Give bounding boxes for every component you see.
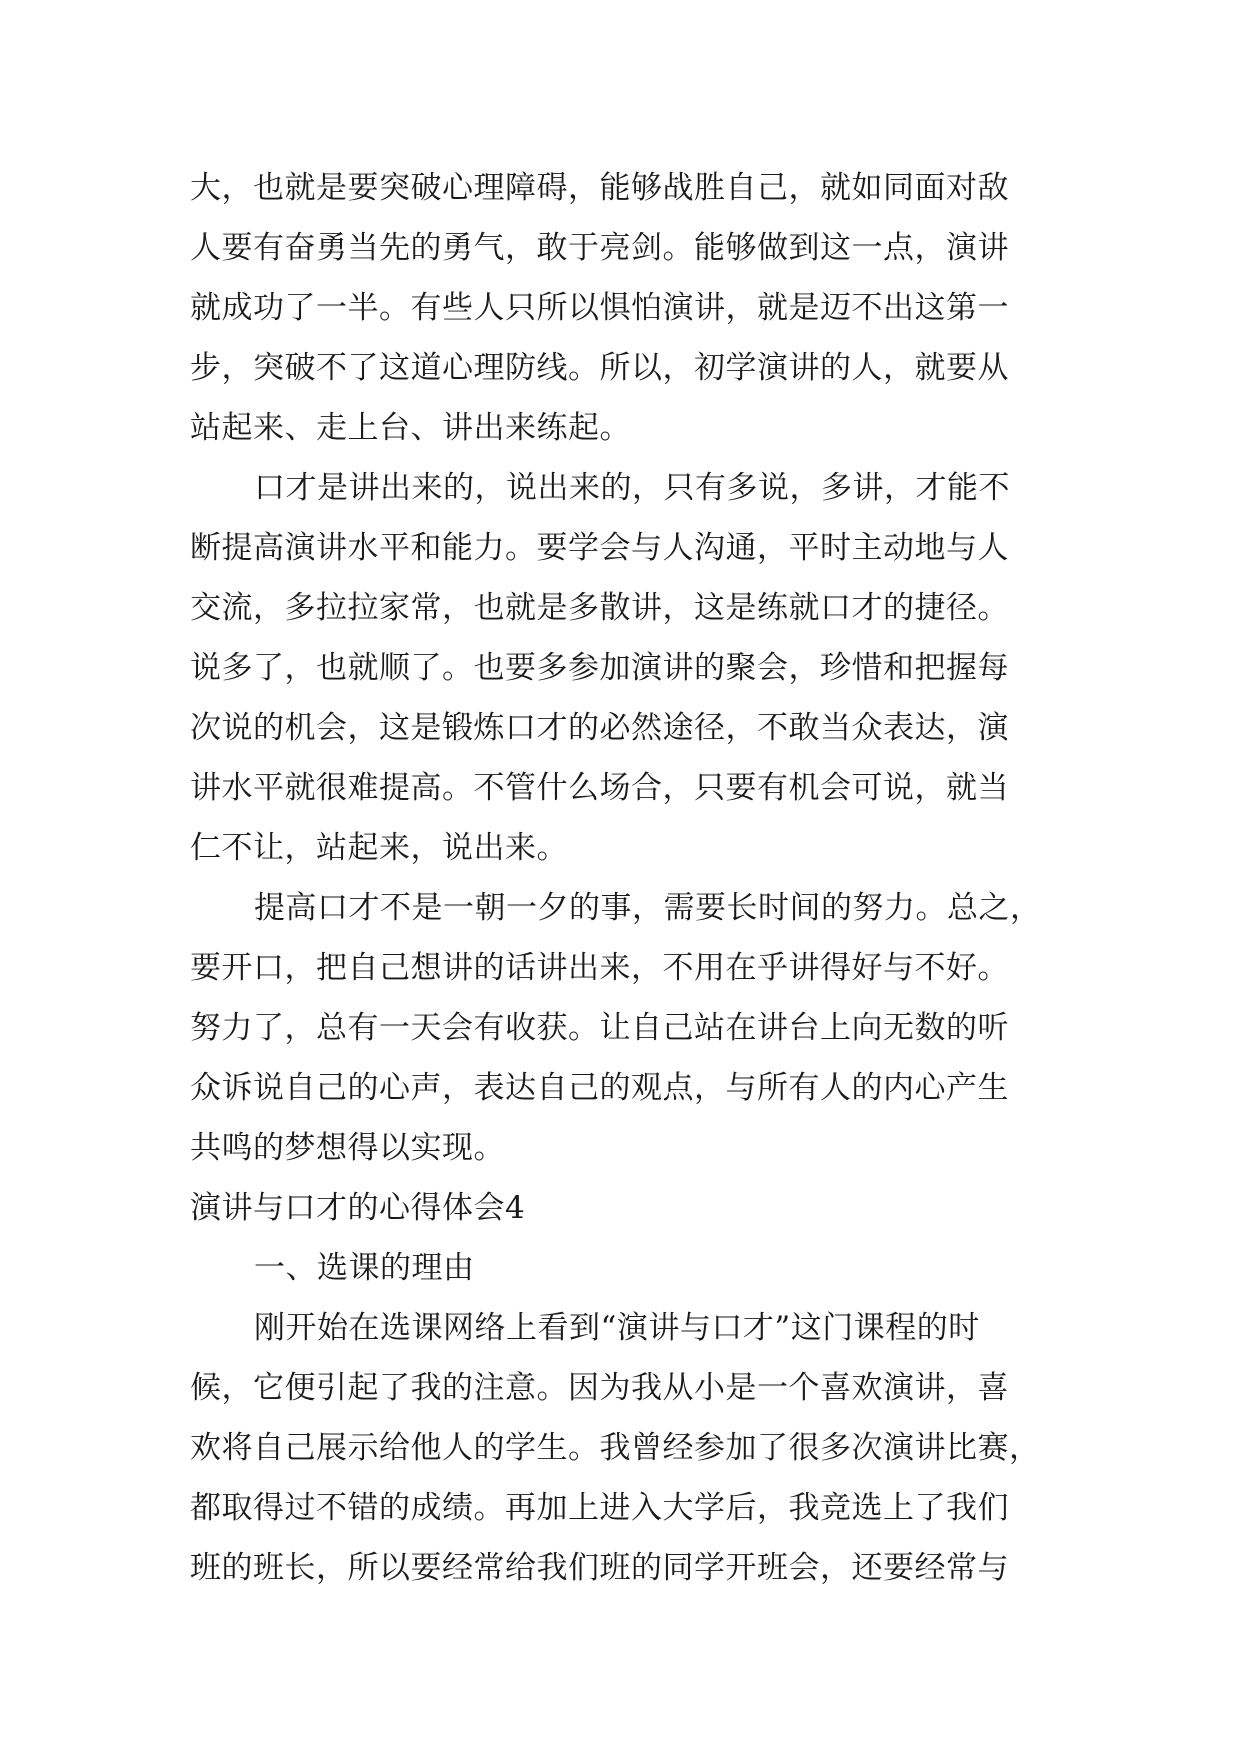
text-line: 人要有奋勇当先的勇气，敢于亮剑。能够做到这一点，演讲 <box>190 230 1009 266</box>
text-line: 次说的机会，这是锻炼口才的必然途径，不敢当众表达，演 <box>190 710 1009 746</box>
document-body <box>190 158 1060 1598</box>
text-line: 众诉说自己的心声，表达自己的观点，与所有人的内心产生 <box>190 1070 1009 1106</box>
text-line: 提高口才不是一朝一夕的事，需要长时间的努力。总之， <box>254 890 1042 926</box>
text-line: 要开口，把自己想讲的话讲出来，不用在乎讲得好与不好。 <box>190 950 1009 986</box>
text-line: 站起来、走上台、讲出来练起。 <box>190 410 631 446</box>
text-line: 说多了，也就顺了。也要多参加演讲的聚会，珍惜和把握每 <box>190 650 1009 686</box>
text-line: 步，突破不了这道心理防线。所以，初学演讲的人，就要从 <box>190 350 1009 386</box>
text-line: 努力了，总有一天会有收获。让自己站在讲台上向无数的听 <box>190 1010 1009 1046</box>
text-line: 仁不让，站起来，说出来。 <box>190 830 568 866</box>
text-line: 就成功了一半。有些人只所以惧怕演讲，就是迈不出这第一 <box>190 290 1009 326</box>
text-line: 讲水平就很难提高。不管什么场合，只要有机会可说，就当 <box>190 770 1009 806</box>
text-line: 共鸣的梦想得以实现。 <box>190 1130 505 1166</box>
text-line: 欢将自己展示给他人的学生。我曾经参加了很多次演讲比赛， <box>190 1430 1041 1466</box>
text-line: 大，也就是要突破心理障碍，能够战胜自己，就如同面对敌 <box>190 170 1009 206</box>
text-line: 班的班长，所以要经常给我们班的同学开班会，还要经常与 <box>190 1550 1009 1586</box>
text-line: 一、选课的理由 <box>254 1250 475 1286</box>
text-line: 刚开始在选课网络上看到“演讲与口才”这门课程的时 <box>254 1310 980 1346</box>
text-line: 候，它便引起了我的注意。因为我从小是一个喜欢演讲，喜 <box>190 1370 1009 1406</box>
text-line: 口才是讲出来的，说出来的，只有多说，多讲，才能不 <box>254 470 1010 506</box>
text-line: 断提高演讲水平和能力。要学会与人沟通，平时主动地与人 <box>190 530 1009 566</box>
text-line: 都取得过不错的成绩。再加上进入大学后，我竞选上了我们 <box>190 1490 1009 1526</box>
text-line: 交流，多拉拉家常，也就是多散讲，这是练就口才的捷径。 <box>190 590 1009 626</box>
text-line: 演讲与口才的心得体会4 <box>190 1190 526 1226</box>
